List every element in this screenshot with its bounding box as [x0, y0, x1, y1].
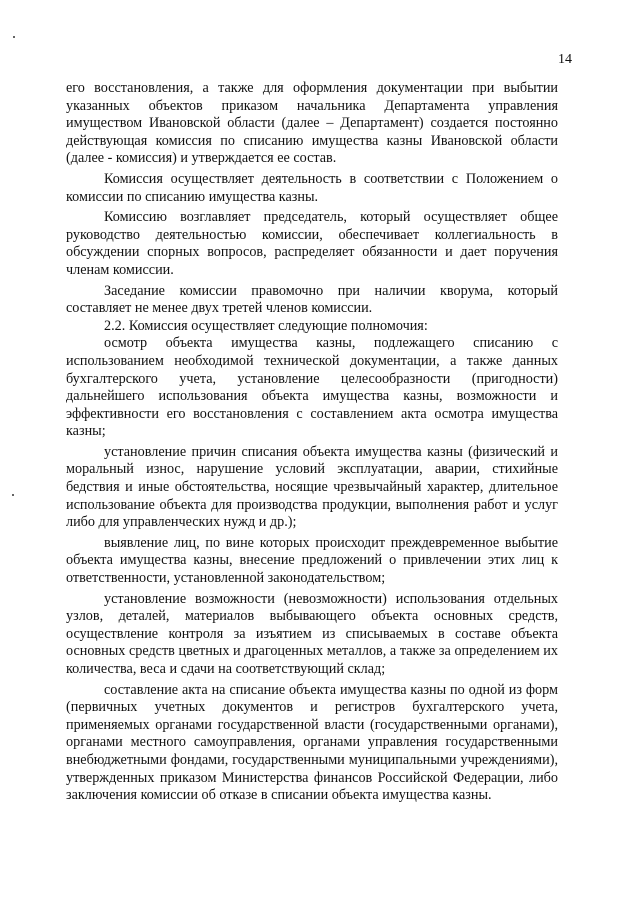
paragraph-inspection: осмотр объекта имущества казны, подлежащего списанию с использованием необходимой технической документации, а также данных бухгалтерского учета, установление целесообразности (пригодности) дальнейшего использования объекта имущества казны, возможности и эффективности его восстановления с составлением акта осмотра имущества казны; — [66, 335, 558, 440]
paragraph-commission-chairman: Комиссию возглавляет председатель, который осуществляет общее руководство деятельностью комиссии, обеспечивает коллегиальность в обсуждении спорных вопросов, распределяет обязанности и дает поручения членам комиссии. — [66, 209, 558, 278]
document-body — [66, 80, 558, 805]
paragraph-commission-activity: Комиссия осуществляет деятельность в соответствии с Положением о комиссии по списанию имущества казны. — [66, 170, 558, 205]
paragraph-section-2-2: 2.2. Комиссия осуществляет следующие полномочия: — [104, 317, 428, 334]
paragraph-write-off-reasons: установление причин списания объекта имущества казны (физический и моральный износ, нарушение условий эксплуатации, аварии, стихийные бедствия и иные обстоятельства, носящие чрезвычайный характер, длительное использование объекта для производства продукции, выполнения работ и услуг либо для управленческих нужд и др.); — [66, 443, 558, 531]
paragraph-parts-usability: установление возможности (невозможности) использования отдельных узлов, деталей, материалов выбывающего объекта основных средств, осуществление контроля за изъятием из списываемых в составе объекта основных средств цветных и драгоценных металлов, а также за определением их количества, веса и сдачи на соответствующий склад; — [66, 590, 558, 677]
paragraph-commission-quorum: Заседание комиссии правомочно при наличии кворума, который составляет не менее двух третей членов комиссии. — [66, 282, 558, 317]
paragraph-responsible-persons: выявление лиц, по вине которых происходит преждевременное выбытие объекта имущества казны, внесение предложений о привлечении этих лиц к ответственности, установленной законодательством; — [66, 534, 558, 587]
paragraph-write-off-act: составление акта на списание объекта имущества казны по одной из форм (первичных учетных документов и регистров бухгалтерского учета, применяемых органами государственной власти (государственными органами), органами местного самоуправления, органами управления государственными внебюджетными фондами, государственными муниципальными учреждениями), утвержденных приказом Министерства финансов Российской Федерации, либо заключения комиссии об отказе в списании объекта имущества казны. — [66, 681, 558, 804]
scan-speck — [13, 36, 15, 38]
scan-speck — [12, 494, 14, 496]
page-number: 14 — [558, 52, 572, 67]
paragraph-continuation: его восстановления, а также для оформления документации при выбытии указанных объектов приказом начальника Департамента управления имуществом Ивановской области (далее – Департамент) создается постоянно действующая комиссия по списанию имущества казны Ивановской области (далее - комиссия) и утверждается ее состав. — [66, 80, 558, 167]
